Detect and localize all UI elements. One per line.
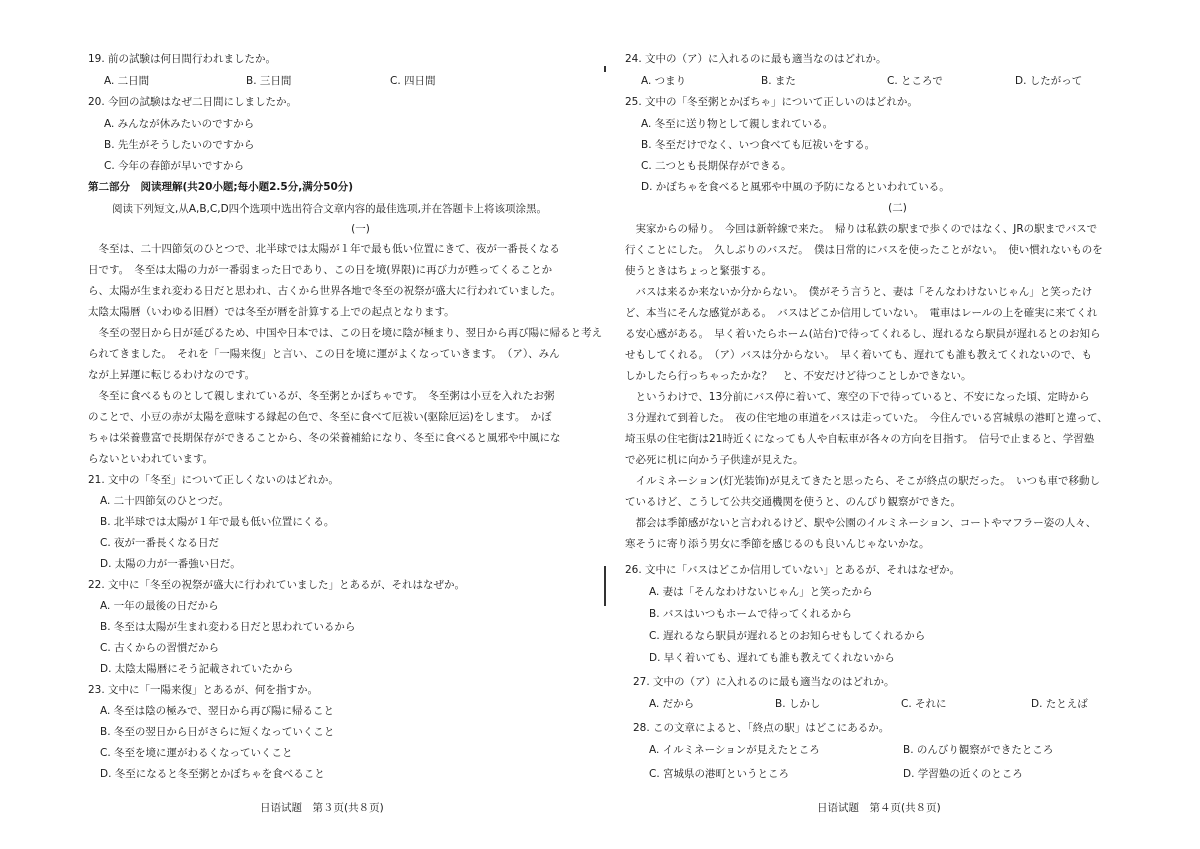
- passage2-line: 使うときはちょっと緊張する。: [625, 265, 772, 277]
- q19-stem: 19. 前の試験は何日間行われましたか。: [88, 53, 277, 65]
- q24-option-c: C. ところで: [887, 75, 943, 87]
- q20-option-c: C. 今年の春節が早いですから: [104, 160, 245, 172]
- q23-option-a: A. 冬至は陰の極みで、翌日から再び陽に帰ること: [100, 705, 334, 717]
- q23-stem: 23. 文中に「一陽来復」とあるが、何を指すか。: [88, 684, 319, 696]
- passage1-line: 冬至は、二十四節気のひとつで、北半球では太陽が１年で最も低い位置にきて、夜が一番長くなる: [88, 243, 560, 255]
- passage2-line: 埼玉県の住宅街は21時近くになっても人や自転車が各々の方向を目指す。 信号で止まると、学習塾: [625, 433, 1095, 445]
- passage2-line: 実家からの帰り。 今回は新幹線で来た。 帰りは私鉄の駅まで歩くのではなく、JRの駅までバスで: [625, 223, 1098, 235]
- q20-option-b: B. 先生がそうしたいのですから: [104, 139, 255, 151]
- passage2-line: イルミネーション(灯光装饰)が見えてきたと思ったら、そこが終点の駅だった。 いつも車で移動し: [625, 475, 1101, 487]
- passage2-line: しかしたら行っちゃったかな？ と、不安だけど待つことしかできない。: [625, 370, 972, 382]
- q22-option-a: A. 一年の最後の日だから: [100, 600, 219, 612]
- q28-option-a: A. イルミネーションが見えたところ: [649, 744, 820, 756]
- section-header: 第二部分 阅读理解(共20小题;每小题2.5分,满分50分): [88, 181, 354, 193]
- q26-option-a: A. 妻は「そんなわけないじゃん」と笑ったから: [649, 586, 873, 598]
- passage2-line: ど、本当にそんな感覚がある。 バスはどこか信用していない。 電車はレールの上を確実に来てくれ: [625, 307, 1098, 319]
- q21-option-a: A. 二十四節気のひとつだ。: [100, 495, 229, 507]
- passage2-line: ているけど、こうして公共交通機関を使うと、のんびり観察ができた。: [625, 496, 961, 508]
- q25-option-b: B. 冬至だけでなく、いつ食べても厄祓いをする。: [641, 139, 876, 151]
- q27-option-a: A. だから: [649, 698, 695, 710]
- q21-option-d: D. 太陽の力が一番強い日だ。: [100, 558, 241, 570]
- q25-option-d: D. かぼちゃを食べると風邪や中風の予防になるといわれている。: [641, 181, 950, 193]
- q21-option-c: C. 夜が一番長くなる日だ: [100, 537, 220, 549]
- q28-option-c: C. 宮城県の港町というところ: [649, 768, 790, 780]
- q22-option-d: D. 太陰太陽暦にそう記載されていたから: [100, 663, 294, 675]
- fold-mark-top: [604, 66, 606, 72]
- passage1-label: (一): [351, 223, 370, 235]
- q26-option-d: D. 早く着いても、遅れても誰も教えてくれないから: [649, 652, 895, 664]
- q28-option-b: B. のんびり観察ができたところ: [903, 744, 1054, 756]
- q26-option-c: C. 遅れるなら駅員が遅れるとのお知らせもしてくれるから: [649, 630, 926, 642]
- page-footer-left: 日语试题 第３页(共８页): [260, 802, 384, 814]
- passage1-line: ら、太陽が生まれ変わる日だと思われ、古くから世界各地で冬至の祝祭が盛大に行われていました。: [88, 285, 562, 297]
- q27-option-c: C. それに: [901, 698, 947, 710]
- section-instruction: 阅读下列短文,从A,B,C,D四个选项中选出符合文章内容的最佳选项,并在答题卡上将该项涂黑。: [112, 203, 547, 215]
- passage1-line: のことで、小豆の赤が太陽を意味する縁起の色で、冬至に食べて厄祓い(驱除厄运)をします。 かぼ: [88, 411, 552, 423]
- passage2-line: ３分遅れて到着した。 夜の住宅地の車道をバスは走っていた。 今住んでいる宮城県の港町と違って、: [625, 412, 1108, 424]
- passage1-line: 冬至に食べるものとして親しまれているが、冬至粥とかぼちゃです。 冬至粥は小豆を入れたお粥: [88, 390, 555, 402]
- q19-option-c: C. 四日間: [390, 75, 436, 87]
- q26-stem: 26. 文中に「バスはどこか信用していない」とあるが、それはなぜか。: [625, 564, 961, 576]
- passage1-line: 日です。 冬至は太陽の力が一番弱まった日であり、この日を境(界限)に再び力が甦ってくることか: [88, 264, 553, 276]
- page-footer-right: 日语试题 第４页(共８页): [817, 802, 941, 814]
- passage1-line: 太陰太陽暦（いわゆる旧暦）では冬至が暦を計算する上での起点となります。: [88, 306, 455, 318]
- passage1-line: られてきました。 それを「一陽来復」と言い、この日を境に運がよくなっていきます。 （ア）、みん: [88, 348, 560, 360]
- q25-stem: 25. 文中の「冬至粥とかぼちゃ」について正しいのはどれか。: [625, 96, 918, 108]
- passage2-line: バスは来るか来ないか分からない。 僕がそう言うと、妻は「そんなわけないじゃん」と笑ったけ: [625, 286, 1093, 298]
- passage2-line: で必死に机に向かう子供達が見えた。: [625, 454, 804, 466]
- q19-option-b: B. 三日間: [246, 75, 292, 87]
- q27-option-d: D. たとえば: [1031, 698, 1088, 710]
- q19-option-a: A. 二日間: [104, 75, 150, 87]
- q22-option-c: C. 古くからの習慣だから: [100, 642, 220, 654]
- q26-option-b: B. バスはいつもホームで待ってくれるから: [649, 608, 852, 620]
- passage2-line: 寒そうに寄り添う男女に季節を感じるのも良いんじゃないかな。: [625, 538, 930, 550]
- passage2-line: る安心感がある。 早く着いたらホーム(站台)で待ってくれるし、遅れるなら駅員が遅れるとのお知ら: [625, 328, 1101, 340]
- q27-stem: 27. 文中の（ア）に入れるのに最も適当なのはどれか。: [633, 676, 895, 688]
- q28-stem: 28. この文章によると、「終点の駅」はどこにあるか。: [633, 722, 890, 734]
- passage1-line: 冬至の翌日から日が延びるため、中国や日本では、この日を境に陰が極まり、翌日から再び陽に帰ると考え: [88, 327, 603, 339]
- passage1-line: なが上昇運に転じるわけなのです。: [88, 369, 256, 381]
- q21-option-b: B. 北半球では太陽が１年で最も低い位置にくる。: [100, 516, 335, 528]
- q22-option-b: B. 冬至は太陽が生まれ変わる日だと思われているから: [100, 621, 356, 633]
- q24-option-a: A. つまり: [641, 75, 687, 87]
- q20-option-a: A. みんなが休みたいのですから: [104, 118, 255, 130]
- passage2-line: 都会は季節感がないと言われるけど、駅や公園のイルミネーション、コートやマフラー姿の人々、: [625, 517, 1097, 529]
- passage2-line: 行くことにした。 久しぶりのバスだ。 僕は日常的にバスを使ったことがない。 使い慣れないものを: [625, 244, 1103, 256]
- q24-option-d: D. したがって: [1015, 75, 1083, 87]
- q25-option-c: C. 二つとも長期保存ができる。: [641, 160, 792, 172]
- q23-option-c: C. 冬至を境に運がわるくなっていくこと: [100, 747, 293, 759]
- passage2-line: せもしてくれる。 （ア）バスは分からない。 早く着いても、遅れても誰も教えてくれないので、も: [625, 349, 1093, 361]
- q28-option-d: D. 学習塾の近くのところ: [903, 768, 1023, 780]
- fold-mark-middle: [604, 566, 606, 606]
- q24-option-b: B. また: [761, 75, 796, 87]
- q22-stem: 22. 文中に「冬至の祝祭が盛大に行われていました」とあるが、それはなぜか。: [88, 579, 466, 591]
- q25-option-a: A. 冬至に送り物として親しまれている。: [641, 118, 834, 130]
- q23-option-d: D. 冬至になると冬至粥とかぼちゃを食べること: [100, 768, 325, 780]
- q24-stem: 24. 文中の（ア）に入れるのに最も適当なのはどれか。: [625, 53, 887, 65]
- passage2-line: というわけで、13分前にバス停に着いて、寒空の下で待っていると、不安になった頃、定時から: [625, 391, 1090, 403]
- passage1-line: ちゃは栄養豊富で長期保存ができることから、冬の栄養補給になり、冬至に食べると風邪や中風にな: [88, 432, 561, 444]
- q23-option-b: B. 冬至の翌日から日がさらに短くなっていくこと: [100, 726, 335, 738]
- passage2-label: (二): [888, 202, 907, 214]
- q21-stem: 21. 文中の「冬至」について正しくないのはどれか。: [88, 474, 339, 486]
- q27-option-b: B. しかし: [775, 698, 821, 710]
- q20-stem: 20. 今回の試験はなぜ二日間にしましたか。: [88, 96, 298, 108]
- passage1-line: らないといわれています。: [88, 453, 214, 465]
